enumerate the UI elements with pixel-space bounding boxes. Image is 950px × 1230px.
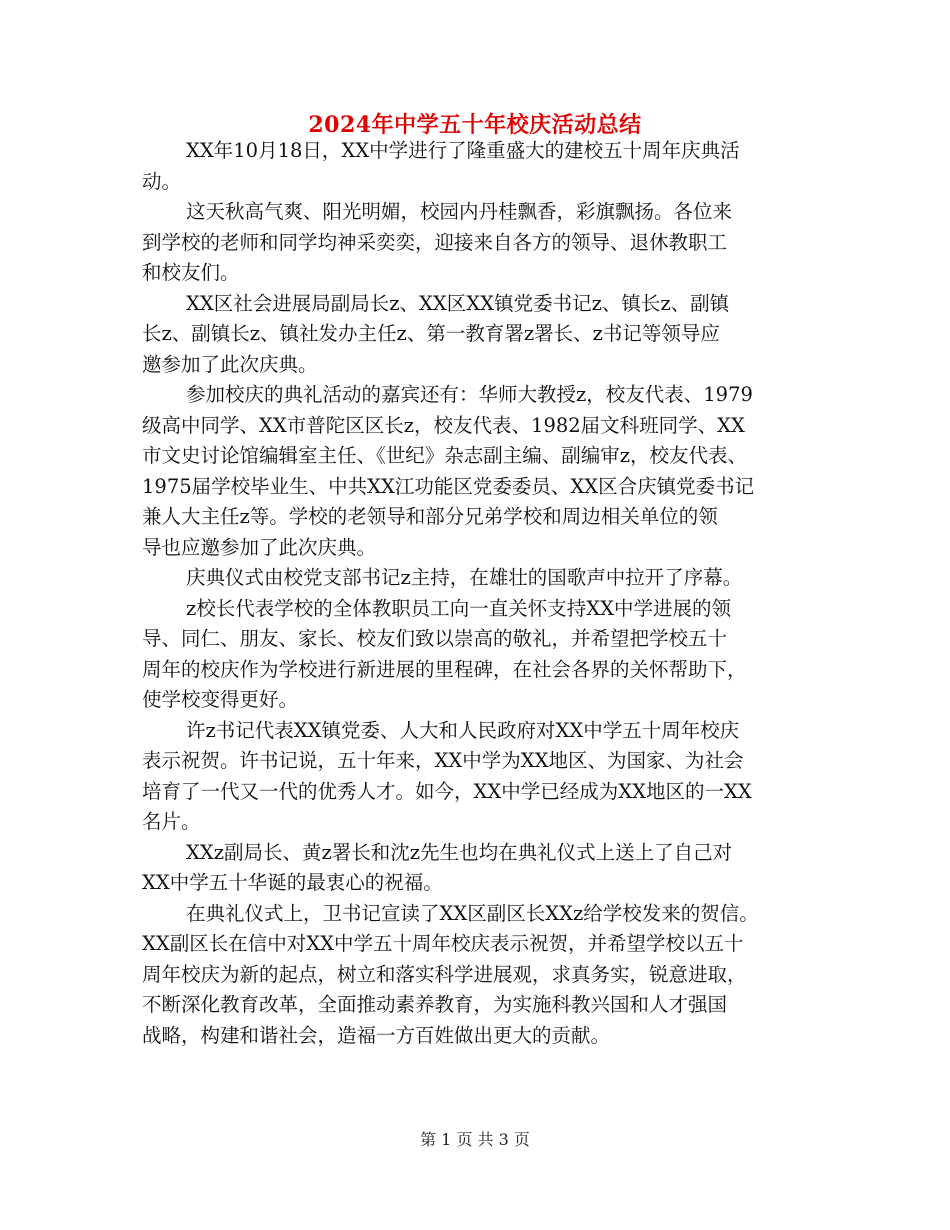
text-line: XX中学五十华诞的最衷心的祝福。 (142, 871, 443, 894)
text-line: 兼人大主任z等。学校的老领导和部分兄弟学校和周边相关单位的领 (142, 505, 718, 528)
text-line: 周年校庆为新的起点，树立和落实科学进展观，求真务实，锐意进取， (142, 962, 747, 986)
text-line: 到学校的老师和同学均神采奕奕，迎接来自各方的领导、退休教职工 (142, 230, 728, 254)
text-line: 周年的校庆作为学校进行新进展的里程碑，在社会各界的关怀帮助下， (142, 657, 747, 681)
text-line: XX年10月18日，XX中学进行了隆重盛大的建校五十周年庆典活 (186, 139, 740, 162)
text-line: z校长代表学校的全体教职员工向一直关怀支持XX中学进展的领 (186, 596, 732, 620)
paragraph (142, 380, 822, 563)
paragraph (142, 197, 822, 289)
text-line: 和校友们。 (142, 261, 240, 284)
text-line: 不断深化教育改革，全面推动素养教育，为实施科教兴国和人才强国 (142, 993, 728, 1016)
text-line: 导也应邀参加了此次庆典。 (142, 535, 377, 559)
document-body (142, 136, 822, 1051)
text-line: 导、同仁、朋友、家长、校友们致以崇高的敬礼，并希望把学校五十 (142, 627, 728, 650)
text-line: 庆典仪式由校党支部书记z主持，在雄壮的国歌声中拉开了序幕。 (186, 566, 743, 589)
text-line: 表示祝贺。许书记说，五十年来，XX中学为XX地区、为国家、为社会 (142, 749, 744, 772)
text-line: 培育了一代又一代的优秀人才。如今，XX中学已经成为XX地区的一XX (142, 779, 752, 803)
text-line: XXz副局长、黄z署长和沈z先生也均在典礼仪式上送上了自己对 (186, 840, 733, 864)
text-line: 使学校变得更好。 (142, 688, 299, 711)
text-line: XX副区长在信中对XX中学五十周年校庆表示祝贺，并希望学校以五十 (142, 932, 744, 955)
text-line: 在典礼仪式上，卫书记宣读了XX区副区长XXz给学校发来的贺信。 (186, 901, 759, 925)
text-line: 参加校庆的典礼活动的嘉宾还有：华师大教授z，校友代表、1979 (186, 383, 753, 406)
text-line: 名片。 (142, 810, 201, 833)
text-line: 动。 (142, 169, 182, 193)
text-line: 战略，构建和谐社会，造福一方百姓做出更大的贡献。 (142, 1023, 611, 1047)
paragraph (142, 563, 822, 594)
paragraph (142, 289, 822, 381)
text-line: XX区社会进展局副局长z、XX区XX镇党委书记z、镇长z、副镇 (186, 291, 730, 315)
text-line: 级高中同学、XX市普陀区区长z，校友代表、1982届文科班同学、XX (142, 413, 745, 437)
document-title: 2024年中学五十年校庆活动总结 (308, 112, 642, 138)
text-line: 长z、副镇长z、镇社发办主任z、第一教育署z署长、z书记等领导应 (142, 322, 720, 345)
paragraph (142, 899, 822, 1052)
paragraph (142, 838, 822, 899)
text-line: 市文史讨论馆编辑室主任、《世纪》杂志副主编、副编审z，校友代表、 (142, 444, 748, 467)
text-line: 这天秋高气爽、阳光明媚，校园内丹桂飘香，彩旗飘扬。各位来 (186, 200, 733, 223)
text-line: 邀参加了此次庆典。 (142, 352, 318, 376)
paragraph (142, 594, 822, 716)
paragraph (142, 716, 822, 838)
page-footer: 第 1 页 共 3 页 (420, 1130, 530, 1149)
text-line: 许z书记代表XX镇党委、人大和人民政府对XX中学五十周年校庆 (186, 718, 740, 742)
paragraph (142, 136, 822, 197)
text-line: 1975届学校毕业生、中共XX江功能区党委委员、XX区合庆镇党委书记 (142, 474, 755, 498)
